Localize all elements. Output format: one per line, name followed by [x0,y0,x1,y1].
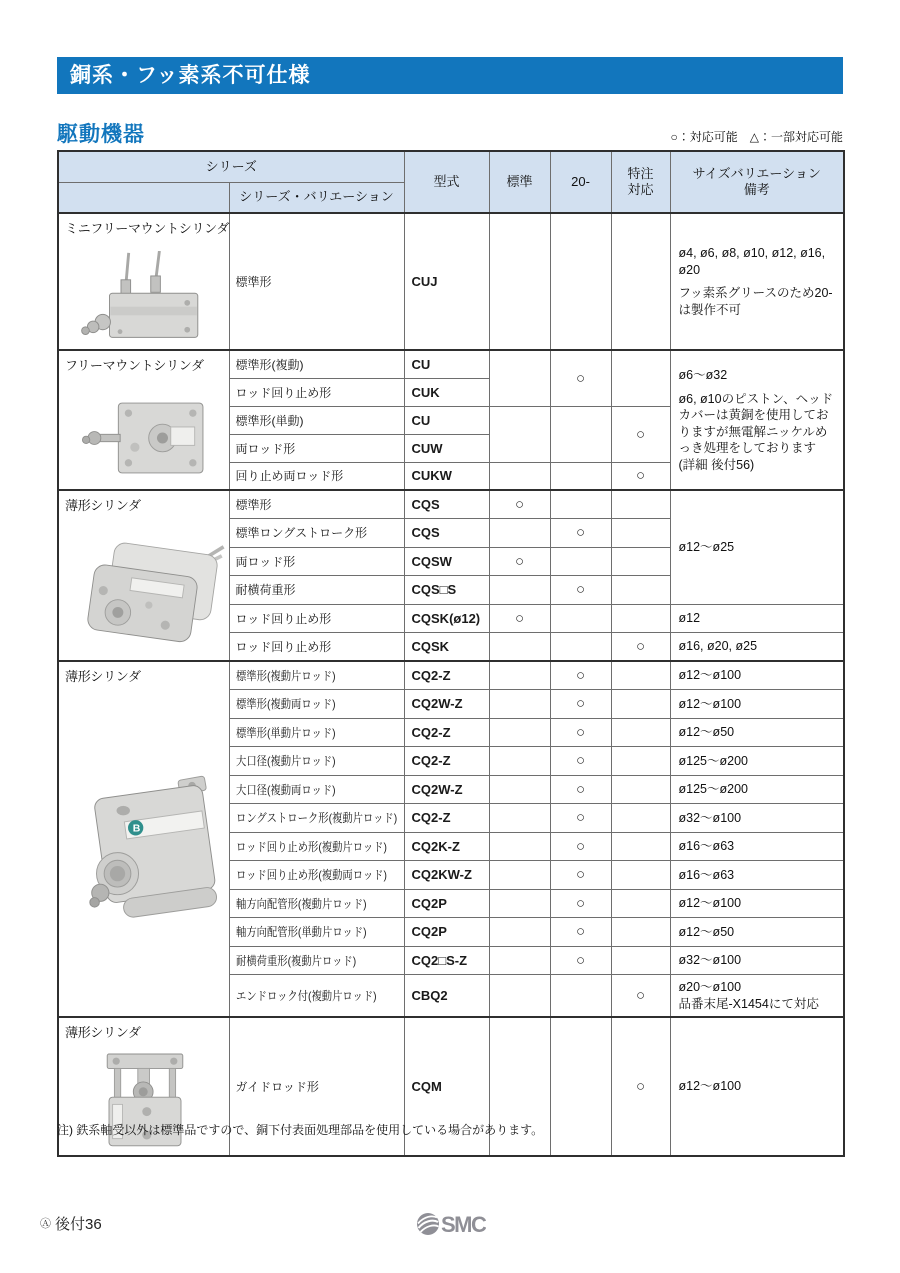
model-cell: CQ2W-Z [404,775,489,804]
page-number-label: 後付36 [55,1216,102,1233]
mark-custom: ○ [611,975,670,1018]
mark-20: ○ [550,804,611,833]
variation-cell: 標準形(複動両ロッド) [229,690,404,719]
product-photo-cq2 [65,759,225,931]
mark-standard [489,661,550,690]
model-cell: CQ2-Z [404,747,489,776]
mark-custom [611,747,670,776]
model-cell: CU [404,406,489,434]
remark-line: ø6, ø10のピストン、ヘッドカバーは黄銅を使用しておりますが無電解ニッケルめっき処理をしております [678,391,834,455]
remark-cell: ø12～ø100 [670,889,844,918]
variation-cell: 軸方向配管形(単動片ロッド) [229,918,404,947]
mark-standard [489,975,550,1018]
model-cell: CQ2-Z [404,804,489,833]
series-name: 薄形シリンダ [65,669,141,684]
mark-custom [611,213,670,350]
col-header-size-remarks [670,151,844,213]
remark-line: 品番末尾-X1454にて対応 [678,996,819,1011]
mark-custom [611,490,670,519]
series-name: フリーマウントシリンダ [65,358,204,373]
smc-logo-icon [414,1209,486,1239]
mark-standard [489,918,550,947]
model-cell: CUW [404,434,489,462]
mark-20: ○ [550,832,611,861]
mark-custom [611,576,670,605]
variation-cell: 耐横荷重形(複動片ロッド) [229,946,404,975]
mark-20: ○ [550,946,611,975]
mark-standard [489,576,550,605]
variation-cell: ロッド回り止め形 [229,604,404,633]
remark-cell: ø125～ø200 [670,775,844,804]
section-title: 駆動機器 [57,123,145,146]
mark-20 [550,1017,611,1156]
remark-cell [670,975,844,1018]
col-header-custom-order [611,151,670,213]
mark-20: ○ [550,718,611,747]
model-cell: CQSW [404,547,489,576]
col-header-series: シリーズ [58,151,404,182]
col-header-remarks-line2: 備考 [743,182,770,197]
group-mini-free-mount [58,213,844,350]
col-header-standard: 標準 [489,151,550,213]
mark-custom [611,350,670,406]
variation-cell: ロングストローク形(複動片ロッド) [229,804,404,833]
variation-cell: 標準ロングストローク形 [229,519,404,548]
model-cell: CQSK [404,633,489,662]
mark-standard [489,718,550,747]
mark-standard [489,946,550,975]
mark-custom [611,889,670,918]
page-title-bar [57,57,843,94]
model-cell: CQ2W-Z [404,690,489,719]
group-compact-cqs [58,490,844,661]
remark-cell: ø12～ø25 [670,490,844,604]
remark-cell: ø12～ø50 [670,718,844,747]
mark-20 [550,633,611,662]
remark-cell: ø16～ø63 [670,832,844,861]
col-header-custom-line1: 特注 [627,165,654,181]
mark-custom [611,804,670,833]
remark-cell: ø32～ø100 [670,946,844,975]
model-cell: CUK [404,378,489,406]
mark-custom: ○ [611,462,670,490]
remark-line: ø20～ø100 [678,980,742,994]
mark-20 [550,490,611,519]
variation-cell: ガイドロッド形 [229,1017,404,1156]
legend-text: ○：対応可能 △：一部対応可能 [670,130,843,144]
drive-equipment-table [57,150,845,1157]
col-header-20: 20- [550,151,611,213]
mark-custom [611,861,670,890]
remark-line: ø6～ø32 [678,368,728,382]
svg-text:B: B [132,822,141,835]
variation-cell: 標準形(複動片ロッド) [229,661,404,690]
model-cell: CQS [404,519,489,548]
mark-standard [489,350,550,406]
variation-cell: 標準形(単動片ロッド) [229,718,404,747]
product-photo-cu [65,392,225,484]
product-photo-cuj [65,251,225,347]
variation-cell: 標準形 [229,213,404,350]
mark-20 [550,547,611,576]
mark-standard [489,462,550,490]
model-cell: CQ2K-Z [404,832,489,861]
group-compact-cq2 [58,661,844,1017]
col-header-custom-line2: 対応 [627,182,654,197]
group-free-mount [58,350,844,490]
mark-custom [611,690,670,719]
col-header-remarks-line1: サイズバリエーション [692,165,821,181]
mark-standard [489,775,550,804]
model-cell: CUJ [404,213,489,350]
remark-cell: ø32～ø100 [670,804,844,833]
model-cell: CQS□S [404,576,489,605]
model-cell: CQS [404,490,489,519]
mark-custom [611,832,670,861]
table-header [58,151,844,213]
mark-custom [611,918,670,947]
smc-logo [0,1209,900,1239]
mark-standard [489,747,550,776]
section-header [57,118,843,148]
variation-cell: ロッド回り止め形 [229,378,404,406]
remark-cell [670,213,844,350]
mark-standard [489,690,550,719]
col-header-variation: シリーズ・バリエーション [229,182,404,213]
mark-20: ○ [550,690,611,719]
variation-cell: 耐横荷重形 [229,576,404,605]
footnote: 注) 鉄系軸受以外は標準品ですので、銅下付表面処理部品を使用している場合があります。 [57,1123,544,1137]
variation-cell: ロッド回り止め形(複動両ロッド) [229,861,404,890]
model-cell: CUKW [404,462,489,490]
mark-custom: ○ [611,1017,670,1156]
mark-standard [489,213,550,350]
mark-custom [611,718,670,747]
remark-cell: ø16～ø63 [670,861,844,890]
variation-cell: 標準形(単動) [229,406,404,434]
variation-cell: 標準形 [229,490,404,519]
remark-cell: ø125～ø200 [670,747,844,776]
variation-cell: 両ロッド形 [229,434,404,462]
remark-cell: ø12～ø100 [670,1017,844,1156]
remark-cell: ø12～ø100 [670,690,844,719]
model-cell: CQSK(ø12) [404,604,489,633]
remark-line: フッ素系グリースのため20-は製作不可 [678,286,833,317]
mark-custom: ○ [611,406,670,462]
circled-a-marker: Ⓐ [40,1217,51,1230]
variation-cell: 大口径(複動片ロッド) [229,747,404,776]
product-photo-cqs [65,530,225,652]
variation-cell: ロッド回り止め形 [229,633,404,662]
mark-20 [550,406,611,462]
mark-20: ○ [550,350,611,406]
variation-cell: 両ロッド形 [229,547,404,576]
mark-standard [489,832,550,861]
mark-20 [550,213,611,350]
series-name: 薄形シリンダ [65,1025,141,1040]
mark-standard: ○ [489,604,550,633]
series-cell [58,350,229,490]
mark-custom [611,946,670,975]
variation-cell: 標準形(複動) [229,350,404,378]
mark-standard [489,519,550,548]
mark-custom [611,519,670,548]
mark-20 [550,975,611,1018]
mark-20: ○ [550,747,611,776]
mark-standard: ○ [489,490,550,519]
mark-standard [489,861,550,890]
mark-20: ○ [550,519,611,548]
model-cell: CQ2P [404,918,489,947]
variation-cell: 軸方向配管形(複動片ロッド) [229,889,404,918]
mark-20 [550,604,611,633]
model-cell: CU [404,350,489,378]
series-cell [58,490,229,661]
mark-20: ○ [550,861,611,890]
page-title: 銅系・フッ素系不可仕様 [70,64,311,87]
variation-cell: 大口径(複動両ロッド) [229,775,404,804]
mark-20 [550,462,611,490]
mark-custom [611,661,670,690]
model-cell: CBQ2 [404,975,489,1018]
model-cell: CQ2□S-Z [404,946,489,975]
mark-custom: ○ [611,633,670,662]
mark-standard [489,804,550,833]
series-name: 薄形シリンダ [65,498,141,513]
model-cell: CQ2-Z [404,718,489,747]
remark-line: (詳細 後付56) [678,457,755,472]
mark-standard [489,406,550,462]
col-header-model: 型式 [404,151,489,213]
series-name: ミニフリーマウントシリンダ [65,221,230,236]
mark-20: ○ [550,661,611,690]
model-cell: CQ2P [404,889,489,918]
remark-cell: ø16, ø20, ø25 [670,633,844,662]
svg-text:SMC: SMC [441,1212,486,1237]
remark-cell: ø12～ø50 [670,918,844,947]
mark-standard: ○ [489,547,550,576]
model-cell: CQ2-Z [404,661,489,690]
mark-custom [611,775,670,804]
remark-cell [670,350,844,490]
variation-cell: エンドロック付(複動片ロッド) [229,975,404,1018]
model-cell: CQM [404,1017,489,1156]
mark-20: ○ [550,889,611,918]
remark-line: ø4, ø6, ø8, ø10, ø12, ø16, ø20 [678,246,826,277]
mark-standard [489,633,550,662]
mark-20: ○ [550,918,611,947]
mark-custom [611,604,670,633]
mark-standard [489,889,550,918]
model-cell: CQ2KW-Z [404,861,489,890]
series-cell [58,661,229,1017]
mark-20: ○ [550,775,611,804]
variation-cell: ロッド回り止め形(複動片ロッド) [229,832,404,861]
mark-custom [611,547,670,576]
series-cell [58,213,229,350]
remark-cell: ø12 [670,604,844,633]
remark-cell: ø12～ø100 [670,661,844,690]
variation-cell: 回り止め両ロッド形 [229,462,404,490]
mark-20: ○ [550,576,611,605]
col-header-series-blank [58,182,229,213]
